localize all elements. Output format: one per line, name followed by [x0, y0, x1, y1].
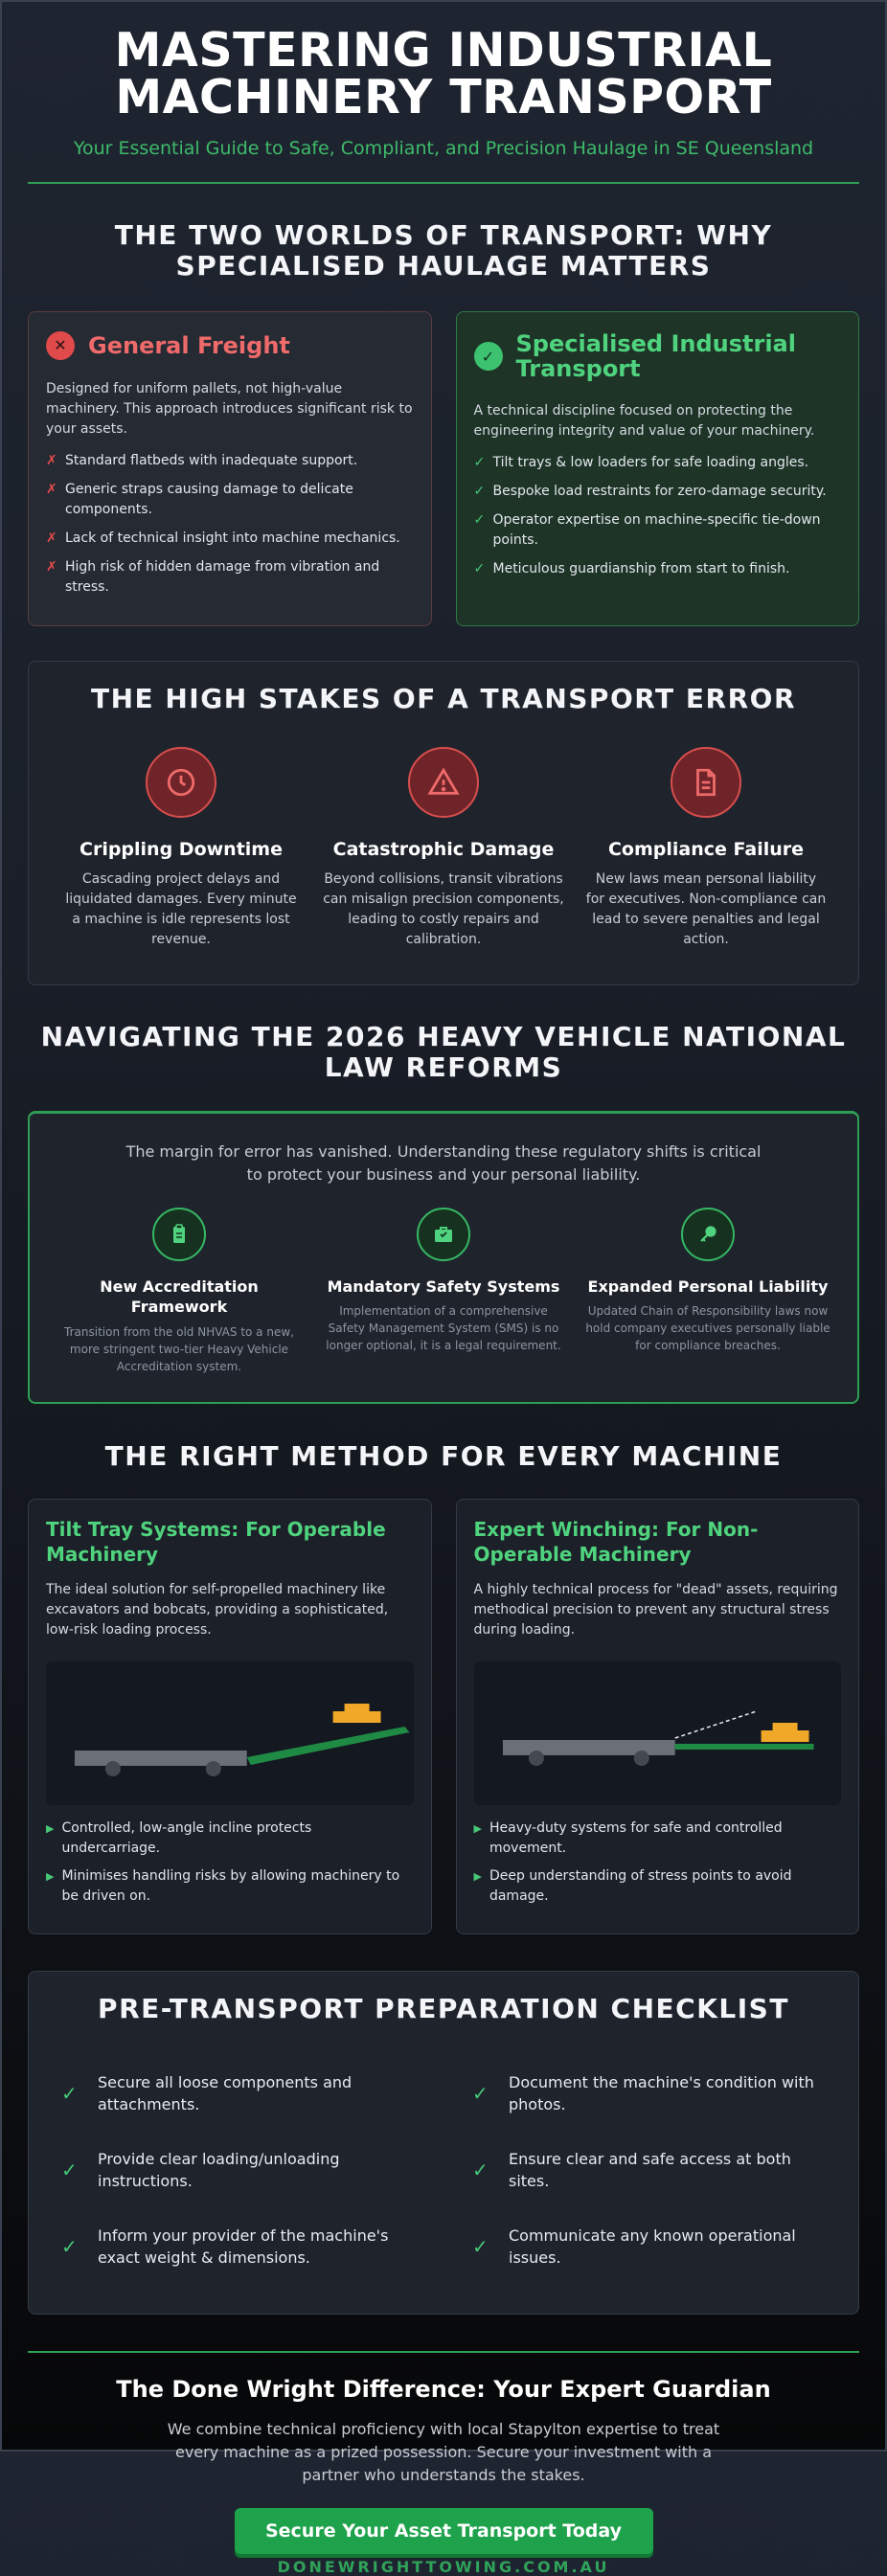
- check-icon: ✓: [472, 2081, 489, 2105]
- reform-item: [47, 1208, 311, 1375]
- stake-title: Crippling Downtime: [80, 838, 283, 860]
- briefcase-icon: [417, 1208, 470, 1261]
- check-icon: ✓: [61, 2158, 78, 2181]
- clock-icon: [146, 747, 216, 818]
- checklist-item: ✓ Provide clear loading/unloading instructions.: [61, 2149, 340, 2191]
- page-subtitle: Your Essential Guide to Safe, Compliant, and Precision Haulage in SE Queensland: [73, 138, 814, 159]
- title-line-1: MASTERING INDUSTRIAL: [114, 23, 773, 78]
- list-item: ✓ Tilt trays & low loaders for safe loading angles.: [474, 453, 842, 473]
- cross-icon: ✗: [46, 452, 57, 468]
- check-icon: ✓: [61, 2081, 78, 2105]
- reform-title: New Accreditation Framework: [100, 1277, 259, 1317]
- method-description: A highly technical process for "dead" assets, requiring methodical precision to prevent any structural stress during loading.: [473, 1582, 838, 1638]
- list-item: ✗ Lack of technical insight into machine mechanics.: [46, 529, 414, 549]
- section-title-methods: THE RIGHT METHOD FOR EVERY MACHINE: [104, 1440, 783, 1473]
- high-stakes-panel: [28, 661, 859, 985]
- check-icon: ✓: [472, 2158, 489, 2181]
- risk-list: [46, 451, 414, 598]
- key-icon: [681, 1208, 735, 1261]
- tilt-tray-card: [28, 1499, 432, 1934]
- list-item: ✗ High risk of hidden damage from vibration and stress.: [46, 557, 414, 598]
- reform-text: Updated Chain of Responsibility laws now hold company executives personally liable for compliance breaches.: [585, 1304, 830, 1353]
- checklist-item: ✓ Document the machine's condition with photos.: [472, 2072, 814, 2114]
- comparison-cards: [28, 311, 859, 626]
- list-item: ▶ Deep understanding of stress points to avoid damage.: [474, 1866, 842, 1907]
- cross-icon: ✗: [46, 530, 57, 546]
- cross-icon: ✗: [46, 558, 57, 575]
- checklist-item: ✓ Ensure clear and safe access at both sites.: [472, 2149, 791, 2191]
- stake-text: New laws mean personal liability for executives. Non-compliance can lead to severe penalties and legal action.: [585, 870, 827, 947]
- tilt-tray-illustration: [46, 1661, 414, 1805]
- divider: [28, 182, 859, 184]
- check-icon: ✓: [472, 2234, 489, 2258]
- method-list: [474, 1819, 842, 1907]
- section-title-checklist: PRE-TRANSPORT PREPARATION CHECKLIST: [98, 1993, 789, 2025]
- checklist-panel: [28, 1971, 859, 2315]
- stake-item: [50, 747, 312, 950]
- reform-item: [311, 1208, 576, 1375]
- cross-icon: ✗: [46, 481, 57, 497]
- x-circle-icon: ✕: [46, 331, 75, 360]
- document-icon: [671, 747, 741, 818]
- method-cards: [28, 1499, 859, 1934]
- cta-button[interactable]: Secure Your Asset Transport Today: [235, 2508, 653, 2554]
- stake-text: Beyond collisions, transit vibrations can misalign precision components, leading to costly repairs and calibration.: [323, 870, 564, 947]
- website-url[interactable]: DONEWRIGHTTOWING.COM.AU: [277, 2558, 610, 2576]
- triangle-bullet-icon: ▶: [46, 1870, 55, 1884]
- stake-text: Cascading project delays and liquidated damages. Every minute a machine is idle represents lost revenue.: [65, 870, 297, 947]
- check-icon: ✓: [473, 483, 486, 499]
- card-title: General Freight: [88, 331, 290, 359]
- winching-illustration: [474, 1661, 842, 1805]
- method-title: Expert Winching: For Non-Operable Machinery: [473, 1518, 759, 1567]
- check-icon: ✓: [473, 454, 486, 470]
- card-description: A technical discipline focused on protecting the engineering integrity and value of your machinery.: [473, 402, 815, 439]
- reform-text: Transition from the old NHVAS to a new, more stringent two-tier Heavy Vehicle Accreditation system.: [64, 1325, 294, 1374]
- reform-title: Expanded Personal Liability: [587, 1277, 829, 1296]
- triangle-bullet-icon: ▶: [46, 1822, 55, 1836]
- card-title: Specialised Industrial Transport: [515, 329, 796, 383]
- section-title-reforms: NAVIGATING THE 2026 HEAVY VEHICLE NATIONAL LAW REFORMS: [40, 1020, 847, 1084]
- list-item: ✗ Standard flatbeds with inadequate support.: [46, 451, 414, 471]
- reform-text: Implementation of a comprehensive Safety Management System (SMS) is no longer optional, it is a legal requirement.: [326, 1304, 561, 1353]
- warning-icon: [408, 747, 479, 818]
- benefit-list: [474, 453, 842, 579]
- page-title: [28, 23, 859, 124]
- check-circle-icon: ✓: [474, 342, 503, 371]
- reform-item: [576, 1208, 840, 1375]
- list-item: ▶ Minimises handling risks by allowing machinery to be driven on.: [46, 1866, 414, 1907]
- reform-title: Mandatory Safety Systems: [327, 1277, 560, 1296]
- checklist-item: ✓ Inform your provider of the machine's exact weight & dimensions.: [61, 2226, 389, 2268]
- clipboard-icon: [152, 1208, 206, 1261]
- stake-item: [575, 747, 837, 950]
- triangle-bullet-icon: ▶: [473, 1870, 482, 1884]
- general-freight-card: [28, 311, 432, 626]
- stake-item: [312, 747, 575, 950]
- triangle-bullet-icon: ▶: [473, 1822, 482, 1836]
- specialised-transport-card: [456, 311, 860, 626]
- card-description: Designed for uniform pallets, not high-value machinery. This approach introduces significant risk to your assets.: [46, 380, 413, 437]
- section-title-worlds: THE TWO WORLDS OF TRANSPORT: WHY SPECIALISED HAULAGE MATTERS: [114, 219, 773, 282]
- hero-header: [28, 2, 859, 159]
- winching-card: [456, 1499, 860, 1934]
- section-title-stakes: THE HIGH STAKES OF A TRANSPORT ERROR: [90, 682, 797, 714]
- title-line-2: MACHINERY TRANSPORT: [115, 70, 772, 124]
- reforms-panel: [28, 1111, 859, 1404]
- method-title: Tilt Tray Systems: For Operable Machinery: [46, 1518, 386, 1567]
- checklist-item: ✓ Communicate any known operational issues.: [472, 2226, 796, 2268]
- check-icon: ✓: [473, 560, 486, 576]
- check-icon: ✓: [61, 2234, 78, 2258]
- footer-title: The Done Wright Difference: Your Expert Guardian: [116, 2376, 771, 2404]
- checklist-item: ✓ Secure all loose components and attachments.: [61, 2072, 353, 2114]
- list-item: ▶ Heavy-duty systems for safe and controlled movement.: [474, 1819, 842, 1859]
- method-description: The ideal solution for self-propelled machinery like excavators and bobcats, providing a sophisticated, low-risk loading process.: [46, 1582, 389, 1638]
- footer: [28, 2353, 859, 2576]
- check-icon: ✓: [473, 511, 486, 528]
- list-item: ✗ Generic straps causing damage to delicate components.: [46, 480, 414, 520]
- stake-title: Catastrophic Damage: [332, 838, 555, 860]
- stake-title: Compliance Failure: [607, 838, 805, 860]
- footer-text: We combine technical proficiency with local Stapylton expertise to treat every machine as a prized possession. Secure your investment with a partner who understands the stakes.: [167, 2420, 720, 2485]
- list-item: ▶ Controlled, low-angle incline protects undercarriage.: [46, 1819, 414, 1859]
- reforms-lead: The margin for error has vanished. Understanding these regulatory shifts is critical to protect your business and your personal liability.: [125, 1141, 762, 1184]
- list-item: ✓ Meticulous guardianship from start to finish.: [474, 559, 842, 579]
- method-list: [46, 1819, 414, 1907]
- list-item: ✓ Operator expertise on machine-specific tie-down points.: [474, 510, 842, 551]
- list-item: ✓ Bespoke load restraints for zero-damage security.: [474, 482, 842, 502]
